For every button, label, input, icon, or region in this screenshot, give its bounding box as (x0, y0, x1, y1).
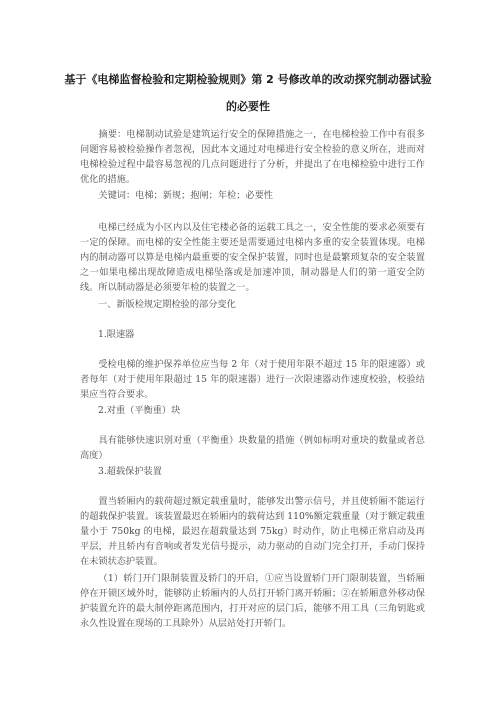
keywords-line: 关键词：电梯；新规；抱闸；年检；必要性 (98, 190, 273, 201)
item2-paragraph: 具有能够快速识别对重（平衡重）块数量的措施（例如标明对重块的数量或者总高度） (80, 435, 425, 461)
item1-paragraph: 受检电梯的维护保养单位应当每 2 年（对于使用年限不超过 15 年的限速器）或者每年（对于使用年限超过 15 年的限速器）进行一次限速器动作速度校验，校验结果应当符合要求。 (80, 359, 425, 400)
item1-heading: 1.限速器 (98, 329, 135, 340)
document-title: 基于《电梯监督检验和定期检验规则》第 2 号修改单的改动探究制动器试验的必要性 (64, 73, 432, 113)
item3-subparagraph: （1）轿门开门限制装置及轿门的开启，①应当设置轿门开门限制装置，当轿厢停在开锁区域外时，能够防止轿厢内的人员打开轿门离开轿厢；②在轿厢意外移动保护装置允许的最大制停距离范围内，打开对应的层门后，能够不用工具（三角钥匙或永久性设置在现场的工具除外）从层站处打开轿门。 (80, 573, 425, 629)
item3-paragraph: 置当轿厢内的载荷超过额定载重量时，能够发出警示信号，并且使轿厢不能运行的超载保护装置。该装置最迟在轿厢内的载荷达到 110%额定载重量（对于额定载重量小于 750kg 的电梯，最迟在超载量达到 75kg）时动作，防止电梯正常启动及再平层，并且轿内有音响或者发光信号提示，动力驱动的自动门完全打开，手动门保持在未锁状态护装置。 (80, 496, 425, 567)
item2-heading: 2.对重（平衡重）块 (98, 405, 181, 416)
abstract-paragraph: 摘要：电梯制动试验是建筑运行安全的保障措施之一，在电梯检验工作中有很多问题容易被检验操作者忽视，因此本文通过对电梯进行安全检验的意义所在，进而对电梯检验过程中最容易忽视的几点问题进行了分析，并提出了在电梯检验中进行工作优化的措施。 (80, 129, 425, 185)
intro-paragraph: 电梯已经成为小区内以及住宅楼必备的运载工具之一，安全性能的要求必须要有一定的保障。而电梯的安全性能主要还是需要通过电梯内多重的安全装置体现。电梯内的制动器可以算是电梯内最重要的安全保护装置，同时也是最繁琐复杂的安全装置之一如果电梯出现故障造成电梯坠落或是加速冲顶，制动器是人们的第一道安全防线。所以制动器是必须要年检的装置之一。 (80, 222, 425, 293)
item3-heading: 3.超载保护装置 (98, 466, 162, 477)
section-heading: 一、新版检规定期检验的部分变化 (98, 299, 236, 310)
